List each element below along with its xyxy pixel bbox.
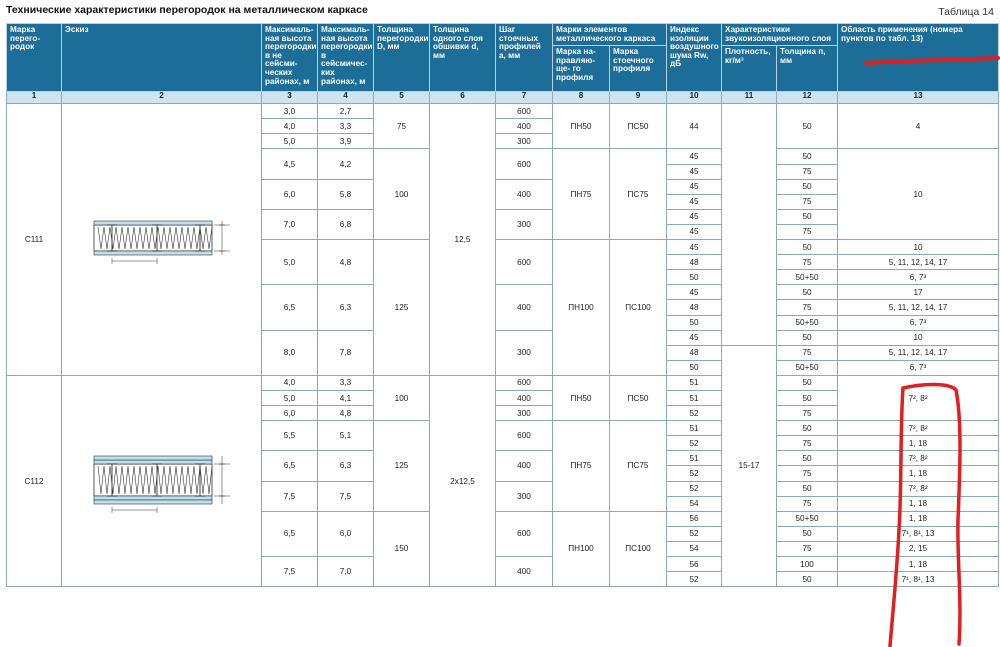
table-cell: 7², 8²	[838, 421, 999, 436]
table-cell: 600	[496, 149, 553, 179]
table-cell: 50	[777, 330, 838, 345]
table-cell: ПС50	[610, 375, 667, 420]
table-cell: 50	[777, 390, 838, 405]
table-cell: 300	[496, 481, 553, 511]
header-frame-elements: Марки элементов металлического каркаса	[553, 24, 667, 46]
header-density: Плотность, кг/м³	[722, 46, 777, 92]
table-cell: 300	[496, 330, 553, 375]
table-cell: 4,2	[318, 149, 374, 179]
header-insulation-layer: Характеристики звукоизоляционного слоя	[722, 24, 838, 46]
table-cell: 4,8	[318, 240, 374, 285]
header-sketch: Эскиз	[62, 24, 262, 92]
table-cell: 7², 8²	[838, 481, 999, 496]
table-cell: 50	[777, 451, 838, 466]
table-cell: 52	[667, 572, 722, 587]
index-cell: 3	[262, 92, 318, 104]
table-cell: 52	[667, 436, 722, 451]
table-cell: 3,3	[318, 375, 374, 390]
table-cell: 75	[777, 541, 838, 556]
index-cell: 4	[318, 92, 374, 104]
table-cell: 50	[777, 481, 838, 496]
table-cell: ПН50	[553, 104, 610, 149]
header-mark: Марка перего- родок	[7, 24, 62, 92]
table-cell: 45	[667, 209, 722, 224]
index-cell: 9	[610, 92, 667, 104]
table-cell: 6,8	[318, 209, 374, 239]
table-cell: 50	[667, 360, 722, 375]
table-cell: 52	[667, 481, 722, 496]
table-cell: 5, 11, 12, 14, 17	[838, 255, 999, 270]
empty-cell	[722, 104, 777, 346]
table-cell: 50	[777, 179, 838, 194]
table-cell: 400	[496, 179, 553, 209]
characteristics-table	[6, 23, 999, 587]
table-cell: 5,0	[262, 240, 318, 285]
table-cell: 45	[667, 224, 722, 239]
table-cell: 75	[777, 345, 838, 360]
table-cell: 45	[667, 194, 722, 209]
table-cell: 2, 15	[838, 541, 999, 556]
table-cell: 50+50	[777, 511, 838, 526]
table-cell: 7,5	[262, 557, 318, 587]
table-cell: 7¹, 8¹, 13	[838, 526, 999, 541]
partition-section-sketch	[82, 205, 242, 275]
table-cell: 48	[667, 345, 722, 360]
table-cell: 600	[496, 511, 553, 556]
header-noise-index: Индекс изоляции воздушного шума Rw, дБ	[667, 24, 722, 92]
table-cell: 50	[777, 375, 838, 390]
table-cell: 4,1	[318, 390, 374, 405]
table-cell: ПС75	[610, 421, 667, 512]
table-cell: 56	[667, 557, 722, 572]
table-cell: 4,8	[318, 406, 374, 421]
header-layer-thickness: Толщина одного слоя обшивки d, мм	[430, 24, 496, 92]
table-cell: 54	[667, 496, 722, 511]
table-cell: 6,3	[318, 451, 374, 481]
table-cell: ПС100	[610, 511, 667, 586]
index-cell: 13	[838, 92, 999, 104]
table-cell: 7², 8²	[838, 375, 999, 420]
partition-mark: С112	[7, 375, 62, 586]
table-cell: ПН50	[553, 375, 610, 420]
table-cell: 7,5	[318, 481, 374, 511]
table-cell: ПН75	[553, 421, 610, 512]
table-cell: 7,5	[262, 481, 318, 511]
index-cell: 5	[374, 92, 430, 104]
table-cell: ПН75	[553, 149, 610, 240]
table-cell: 15-17	[722, 345, 777, 587]
table-cell: 1, 18	[838, 496, 999, 511]
table-cell: 8,0	[262, 330, 318, 375]
table-cell: 6, 7³	[838, 270, 999, 285]
table-cell: ПС50	[610, 104, 667, 149]
table-cell: 400	[496, 390, 553, 405]
table-cell: 75	[777, 255, 838, 270]
index-cell: 2	[62, 92, 262, 104]
table-cell: 51	[667, 390, 722, 405]
table-cell: 51	[667, 375, 722, 390]
table-cell: 4	[838, 104, 999, 149]
table-cell: 4,0	[262, 375, 318, 390]
table-cell: 6,0	[262, 179, 318, 209]
table-cell: 600	[496, 104, 553, 119]
table-cell: 48	[667, 255, 722, 270]
table-cell: 10	[838, 149, 999, 240]
table-cell: 600	[496, 421, 553, 451]
table-cell: 50	[777, 421, 838, 436]
table-cell: 5, 11, 12, 14, 17	[838, 345, 999, 360]
table-cell: 50	[777, 285, 838, 300]
table-cell: 45	[667, 149, 722, 164]
table-cell: 7,8	[318, 330, 374, 375]
table-cell: 7¹, 8¹, 13	[838, 572, 999, 587]
table-cell: 400	[496, 285, 553, 330]
table-cell: 1, 18	[838, 511, 999, 526]
table-cell: ПС75	[610, 149, 667, 240]
table-cell: 52	[667, 466, 722, 481]
header-stud-spacing: Шаг стоечных профилей a, мм	[496, 24, 553, 92]
table-cell: 5,5	[262, 421, 318, 451]
table-cell: 75	[777, 164, 838, 179]
table-cell: 6,0	[318, 511, 374, 556]
table-cell: 17	[838, 285, 999, 300]
index-cell: 1	[7, 92, 62, 104]
table-cell: 75	[777, 436, 838, 451]
table-row	[7, 375, 999, 390]
table-cell: 50+50	[777, 360, 838, 375]
table-cell: 51	[667, 451, 722, 466]
table-cell: 100	[374, 375, 430, 420]
table-cell: 50	[777, 240, 838, 255]
table-cell: 3,0	[262, 104, 318, 119]
table-cell: 150	[374, 511, 430, 586]
table-cell: 50	[777, 104, 838, 149]
table-cell: 50	[777, 149, 838, 164]
index-cell: 10	[667, 92, 722, 104]
index-cell: 6	[430, 92, 496, 104]
table-cell: 50+50	[777, 315, 838, 330]
sketch-cell	[62, 104, 262, 376]
table-cell: 1, 18	[838, 436, 999, 451]
table-cell: 52	[667, 406, 722, 421]
table-cell: 10	[838, 240, 999, 255]
header-guide-profile: Марка на- правляю-ще- го профиля	[553, 46, 610, 92]
table-cell: 45	[667, 164, 722, 179]
table-cell: 45	[667, 330, 722, 345]
table-cell: 6,0	[262, 406, 318, 421]
table-cell: 125	[374, 421, 430, 512]
table-cell: 75	[777, 466, 838, 481]
table-cell: 75	[777, 406, 838, 421]
table-cell: ПН100	[553, 240, 610, 376]
table-cell: 5,1	[318, 421, 374, 451]
header-insulation-thickness: Толщина п, мм	[777, 46, 838, 92]
table-cell: 300	[496, 134, 553, 149]
table-cell: 7,0	[262, 209, 318, 239]
table-cell: 100	[777, 557, 838, 572]
header-stud-profile: Марка стоечного профиля	[610, 46, 667, 92]
header-application: Область применения (номера пунктов по табл. 13)	[838, 24, 999, 92]
table-cell: 400	[496, 451, 553, 481]
table-cell: 125	[374, 240, 430, 376]
table-cell: 1, 18	[838, 466, 999, 481]
table-cell: 5,8	[318, 179, 374, 209]
table-cell: 400	[496, 119, 553, 134]
header-thickness: Толщина перегородки D, мм	[374, 24, 430, 92]
table-cell: 51	[667, 421, 722, 436]
table-cell: 2x12,5	[430, 375, 496, 586]
table-cell: 75	[777, 300, 838, 315]
table-cell: 45	[667, 285, 722, 300]
table-cell: 600	[496, 240, 553, 285]
table-cell: 75	[374, 104, 430, 149]
table-cell: 44	[667, 104, 722, 149]
table-cell: 12,5	[430, 104, 496, 376]
table-cell: 50	[777, 209, 838, 224]
table-cell: 3,9	[318, 134, 374, 149]
table-cell: 1, 18	[838, 557, 999, 572]
table-cell: 45	[667, 179, 722, 194]
partition-mark: С111	[7, 104, 62, 376]
table-cell: 2,7	[318, 104, 374, 119]
table-cell: 45	[667, 240, 722, 255]
table-cell: 10	[838, 330, 999, 345]
table-cell: 300	[496, 209, 553, 239]
table-cell: 75	[777, 194, 838, 209]
table-cell: 7,0	[318, 557, 374, 587]
table-cell: 6, 7³	[838, 315, 999, 330]
table-cell: 50+50	[777, 270, 838, 285]
table-cell: 100	[374, 149, 430, 240]
table-cell: ПС100	[610, 240, 667, 376]
table-cell: 6,5	[262, 511, 318, 556]
partition-section-sketch	[82, 446, 242, 516]
sketch-cell	[62, 375, 262, 586]
table-cell: 6,5	[262, 451, 318, 481]
table-cell: 3,3	[318, 119, 374, 134]
table-cell: 7², 8²	[838, 451, 999, 466]
table-cell: 50	[667, 270, 722, 285]
table-cell: 600	[496, 375, 553, 390]
table-cell: 5,0	[262, 390, 318, 405]
table-cell: 6,3	[318, 285, 374, 330]
table-cell: 50	[667, 315, 722, 330]
table-cell: 300	[496, 406, 553, 421]
header-max-height-nonseismic: Максималь- ная высота перегородки в не сейсми- ческих районах, м	[262, 24, 318, 92]
index-cell: 11	[722, 92, 777, 104]
table-cell: 75	[777, 496, 838, 511]
table-cell: 56	[667, 511, 722, 526]
index-cell: 8	[553, 92, 610, 104]
table-cell: 54	[667, 541, 722, 556]
table-cell: 6,5	[262, 285, 318, 330]
table-cell: 400	[496, 557, 553, 587]
table-cell: 4,0	[262, 119, 318, 134]
table-cell: 50	[777, 572, 838, 587]
table-cell: 6, 7³	[838, 360, 999, 375]
table-cell: 5, 11, 12, 14, 17	[838, 300, 999, 315]
table-number: Таблица 14	[938, 6, 994, 18]
table-cell: 75	[777, 224, 838, 239]
index-cell: 7	[496, 92, 553, 104]
table-cell: 4,5	[262, 149, 318, 179]
table-cell: 52	[667, 526, 722, 541]
table-cell: 48	[667, 300, 722, 315]
table-row	[7, 104, 999, 119]
page-title: Технические характеристики перегородок на металлическом каркасе	[6, 4, 368, 16]
table-cell: 5,0	[262, 134, 318, 149]
index-cell: 12	[777, 92, 838, 104]
header-max-height-seismic: Максималь- ная высота перегородки в сейсмичес- ких районах, м	[318, 24, 374, 92]
table-cell: 50	[777, 526, 838, 541]
table-cell: ПН100	[553, 511, 610, 586]
